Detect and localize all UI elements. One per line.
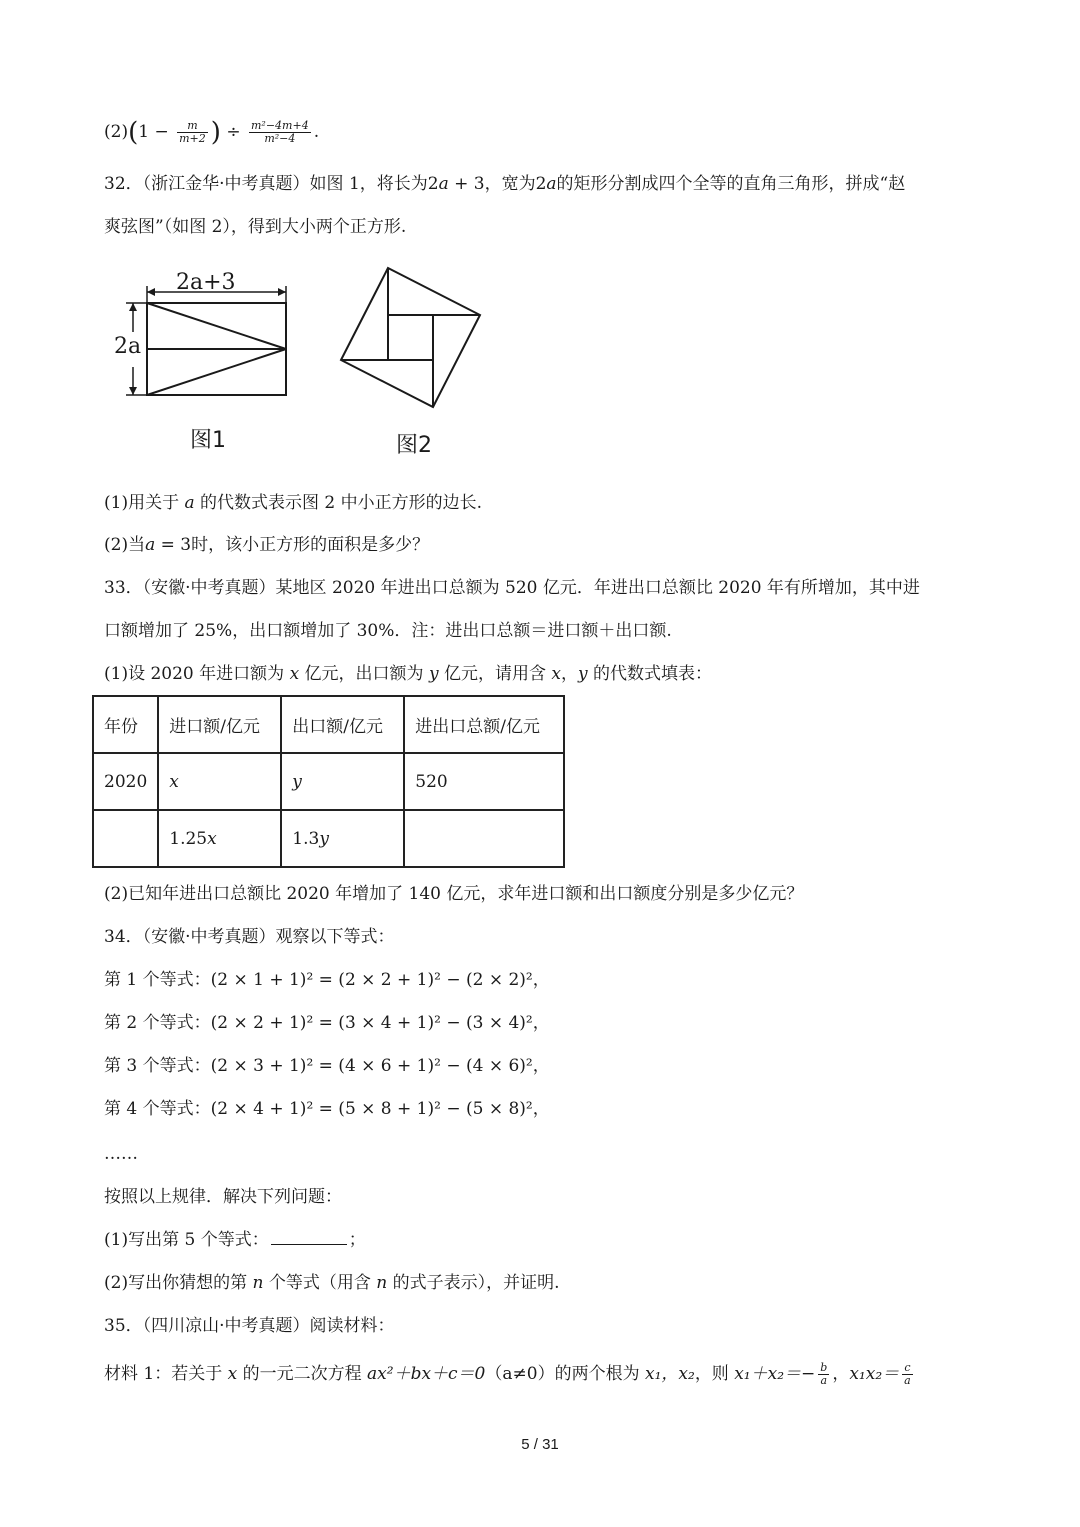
- q34-p2-c: 的式子表示），并证明.: [387, 1273, 560, 1293]
- q35-m1-x: x: [227, 1364, 238, 1384]
- table-cell-total: [404, 810, 564, 867]
- q33-p1-x: x: [289, 664, 300, 684]
- table-cell-total: 520: [404, 753, 564, 810]
- q35-material1: [104, 1362, 916, 1387]
- q34-p2-b: 个等式（用含: [263, 1273, 377, 1293]
- q33-p1-c: 亿元，请用含: [438, 664, 552, 684]
- right-paren: ): [210, 117, 221, 148]
- table-cell-import: [158, 810, 281, 867]
- fig2-caption: 图2: [396, 433, 432, 458]
- q35-m1-eq: ax²＋bx＋c＝0: [367, 1364, 486, 1384]
- q34-ellipsis: ……: [104, 1144, 138, 1164]
- import-coef: 1.25: [169, 828, 208, 849]
- table-cell-year: [93, 810, 158, 867]
- q33-p1-e: 的代数式填表：: [587, 664, 712, 684]
- left-paren: (: [128, 117, 139, 148]
- q33-line2: 口额增加了 25%，出口额增加了 30%．注：进出口总额＝进口额＋出口额.: [104, 621, 672, 641]
- q33-p1-b: 亿元，出口额为: [299, 664, 429, 684]
- table-header-total: 进出口总额/亿元: [404, 696, 564, 753]
- q31-end: .: [313, 122, 320, 142]
- q33-p1-y2: y: [577, 664, 588, 684]
- q35-m1-roots: x₁，x₂: [645, 1364, 695, 1384]
- q34-p1-b: ；: [348, 1230, 366, 1250]
- q33-part1: [104, 662, 712, 686]
- q35-m1-b: 的一元二次方程: [237, 1364, 368, 1384]
- q35-m1-c: （a≠0）的两个根为: [485, 1364, 645, 1384]
- q34-eq2: 第 2 个等式：(2 × 2 + 1)² = (3 × 4 + 1)² − (3 × 4)²，: [104, 1013, 550, 1033]
- q31-divide: ÷: [226, 122, 241, 142]
- q35-frac-c-a: [902, 1362, 913, 1387]
- table-cell-year: 2020: [93, 753, 158, 810]
- q34-p2-n: n: [252, 1273, 264, 1293]
- q31-part2-expression: [104, 117, 320, 148]
- q35-m1-d: ，则: [694, 1364, 735, 1384]
- q31-frac1-num: m: [177, 120, 208, 133]
- table-header-export: 出口额/亿元: [281, 696, 404, 753]
- answer-blank[interactable]: [271, 1228, 347, 1245]
- q31-part2-prefix: (2): [104, 122, 129, 142]
- table-row: [93, 810, 564, 867]
- q31-fraction-1: [177, 120, 208, 145]
- q32-part2: (2)当𝑎 = 3时，该小正方形的面积是多少？: [104, 535, 430, 555]
- import-var: x: [207, 828, 217, 849]
- q35-f1-num: b: [820, 1361, 828, 1374]
- q34-eq4: 第 4 个等式：(2 × 4 + 1)² = (5 × 8 + 1)² − (5 × 8)²，: [104, 1099, 550, 1119]
- page-number: 5 / 31: [521, 1436, 559, 1453]
- q35-m1-sum: x₁＋x₂＝−: [734, 1364, 816, 1384]
- q34-part2: [104, 1271, 560, 1295]
- fig1-width-label: 2a+3: [176, 270, 236, 295]
- q35-m1-a: 材料 1：若关于: [104, 1364, 228, 1384]
- q31-frac1-den: m+2: [179, 132, 206, 145]
- table-row: [93, 753, 564, 810]
- q31-one-minus: 1 −: [138, 122, 169, 142]
- table-cell-export: y: [281, 753, 404, 810]
- q34-rule: 按照以上规律．解决下列问题：: [104, 1187, 342, 1207]
- figure-2-zhao-shuang-diagram: [336, 264, 486, 414]
- q32-part1-var: a: [184, 493, 195, 513]
- q31-frac2-num: m²−4m+4: [251, 119, 309, 132]
- q32-part1-text-b: 的代数式表示图 2 中小正方形的边长.: [194, 493, 483, 513]
- q33-p1-d: ，: [560, 664, 578, 684]
- q32-part1-text-a: (1)用关于: [104, 493, 185, 513]
- q33-p1-x2: x: [551, 664, 561, 684]
- q35-f1-den: a: [820, 1374, 828, 1387]
- q31-fraction-2: [249, 120, 311, 145]
- q33-p1-y: y: [428, 664, 439, 684]
- q32-line2: 爽弦图”（如图 2），得到大小两个正方形.: [104, 217, 407, 237]
- q35-m1-e: ，: [832, 1364, 850, 1384]
- q35-f2-den: a: [904, 1374, 911, 1387]
- q33-p1-a: (1)设 2020 年进口额为: [104, 664, 290, 684]
- q34-p1-a: (1)写出第 5 个等式：: [104, 1230, 269, 1250]
- q35-f2-num: c: [902, 1362, 913, 1375]
- q34-eq1: 第 1 个等式：(2 × 1 + 1)² = (2 × 2 + 1)² − (2 × 2)²，: [104, 970, 550, 990]
- q35-m1-prod: x₁x₂＝: [849, 1364, 900, 1384]
- q34-title: 34．（安徽·中考真题）观察以下等式：: [104, 927, 395, 947]
- table-cell-export: [281, 810, 404, 867]
- q34-part1: [104, 1228, 366, 1252]
- q35-frac-b-a: [818, 1362, 829, 1387]
- fig1-height-label: 2a: [114, 334, 142, 359]
- q32-line1: 32．（浙江金华·中考真题）如图 1，将长为2𝑎 + 3，宽为2𝑎的矩形分割成四个全等的直角三角形，拼成“赵: [104, 174, 906, 194]
- table-header-import: 进口额/亿元: [158, 696, 281, 753]
- table-header-row: [93, 696, 564, 753]
- q34-p2-a: (2)写出你猜想的第: [104, 1273, 253, 1293]
- q32-part1: [104, 491, 482, 515]
- q33-table: [92, 695, 565, 868]
- export-var: y: [319, 828, 329, 849]
- table-header-year: 年份: [93, 696, 158, 753]
- q35-title: 35．（四川凉山·中考真题）阅读材料：: [104, 1316, 395, 1336]
- q33-line1: 33．（安徽·中考真题）某地区 2020 年进出口总额为 520 亿元．年进出口总额比 2020 年有所增加，其中进: [104, 578, 920, 598]
- q31-frac2-den: m²−4: [264, 132, 296, 145]
- table-cell-import: x: [158, 753, 281, 810]
- fig2-outer-square: [341, 268, 480, 407]
- q34-eq3: 第 3 个等式：(2 × 3 + 1)² = (4 × 6 + 1)² − (4 × 6)²，: [104, 1056, 550, 1076]
- q34-p2-n2: n: [376, 1273, 388, 1293]
- q33-part2: (2)已知年进出口总额比 2020 年增加了 140 亿元，求年进口额和出口额度分别是多少亿元？: [104, 884, 804, 904]
- fig1-caption: 图1: [190, 428, 226, 453]
- export-coef: 1.3: [292, 828, 320, 849]
